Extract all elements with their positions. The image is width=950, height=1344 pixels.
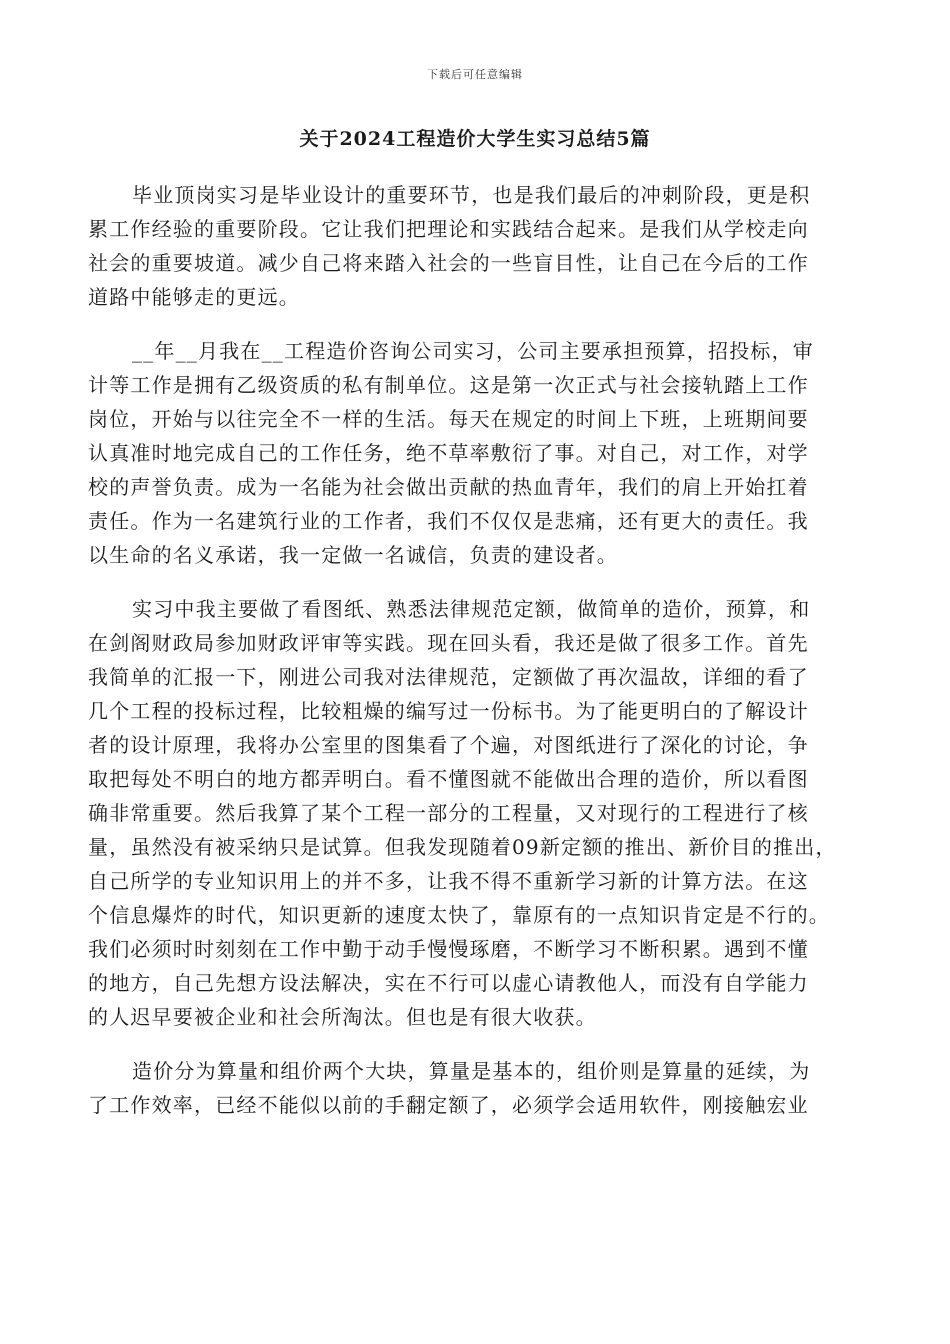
paragraph-line: 以生命的名义承诺，我一定做一名诚信，负责的建设者。	[88, 543, 618, 567]
paragraph-line: 实习中我主要做了看图纸、熟悉法律规范定额，做简单的造价，预算，和	[132, 597, 811, 621]
paragraph-line: 社会的重要坡道。减少自己将来踏入社会的一些盲目性，让自己在今后的工作	[88, 251, 809, 275]
paragraph-line: 计等工作是拥有乙级资质的私有制单位。这是第一次正式与社会接轨踏上工作	[88, 373, 809, 397]
paragraph	[88, 334, 863, 572]
document-body	[88, 178, 863, 1142]
paragraph-line: __年__月我在__工程造价咨询公司实习，公司主要承担预算，招投标，审	[132, 339, 814, 363]
paragraph-line: 道路中能够走的更远。	[88, 285, 300, 309]
paragraph	[88, 1054, 863, 1122]
paragraph-line: 自己所学的专业知识用上的并不多，让我不得不重新学习新的计算方法。在这	[88, 869, 809, 893]
paragraph-line: 我简单的汇报一下，刚进公司我对法律规范，定额做了再次温故，详细的看了	[88, 665, 809, 689]
paragraph-line: 几个工程的投标过程，比较粗燥的编写过一份标书。为了能更明白的了解设计	[88, 699, 809, 723]
paragraph-line: 认真准时地完成自己的工作任务，绝不草率敷衍了事。对自己，对工作，对学	[88, 441, 809, 465]
paragraph-line: 量，虽然没有被采纳只是试算。但我发现随着09新定额的推出、新价目的推出，	[88, 835, 837, 859]
paragraph-line: 责任。作为一名建筑行业的工作者，我们不仅仅是悲痛，还有更大的责任。我	[88, 509, 809, 533]
page-title: 关于2024工程造价大学生实习总结5篇	[299, 128, 651, 150]
paragraph-line: 个信息爆炸的时代，知识更新的速度太快了，靠原有的一点知识肯定是不行的。	[88, 903, 830, 927]
paragraph-line: 造价分为算量和组价两个大块，算量是基本的，组价则是算量的延续，为	[132, 1059, 811, 1083]
paragraph-line: 累工作经验的重要阶段。它让我们把理论和实践结合起来。是我们从学校走向	[88, 217, 809, 241]
paragraph-line: 确非常重要。然后我算了某个工程一部分的工程量，又对现行的工程进行了核	[88, 801, 809, 825]
paragraph	[88, 178, 863, 314]
paragraph-line: 取把每处不明白的地方都弄明白。看不懂图就不能做出合理的造价，所以看图	[88, 767, 809, 791]
paragraph-line: 者的设计原理，我将办公室里的图集看了个遍，对图纸进行了深化的讨论，争	[88, 733, 809, 757]
paragraph	[88, 592, 863, 1034]
header-note: 下载后可任意编辑	[427, 68, 523, 81]
paragraph-line: 校的声誉负责。成为一名能为社会做出贡献的热血青年，我们的肩上开始扛着	[88, 475, 809, 499]
paragraph-line: 了工作效率，已经不能似以前的手翻定额了，必须学会适用软件，刚接触宏业	[88, 1093, 809, 1117]
paragraph-line: 毕业顶岗实习是毕业设计的重要环节，也是我们最后的冲刺阶段，更是积	[132, 183, 811, 207]
paragraph-line: 我们必须时时刻刻在工作中勤于动手慢慢琢磨，不断学习不断积累。遇到不懂	[88, 937, 809, 961]
paragraph-line: 在剑阁财政局参加财政评审等实践。现在回头看，我还是做了很多工作。首先	[88, 631, 809, 655]
paragraph-line: 的人迟早要被企业和社会所淘汰。但也是有很大收获。	[88, 1005, 597, 1029]
paragraph-line: 的地方，自己先想方设法解决，实在不行可以虚心请教他人，而没有自学能力	[88, 971, 809, 995]
paragraph-line: 岗位，开始与以往完全不一样的生活。每天在规定的时间上下班，上班期间要	[88, 407, 809, 431]
